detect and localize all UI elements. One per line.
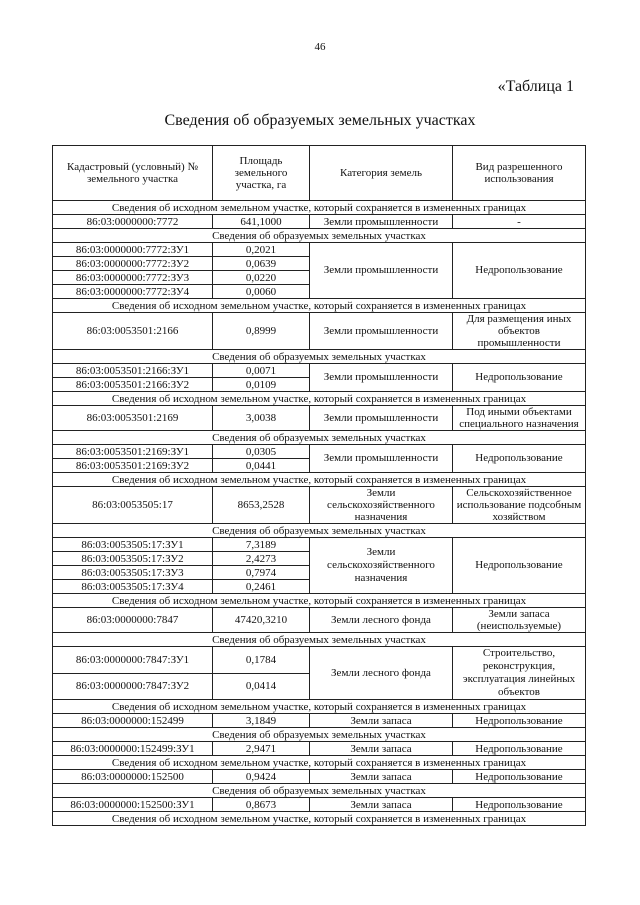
table-title: Сведения об образуемых земельных участках <box>164 112 476 129</box>
permitted-use: Под иными объектами специального назначения <box>453 406 586 431</box>
area: 3,1849 <box>213 714 310 728</box>
section-new-plots: Сведения об образуемых земельных участках <box>53 728 586 742</box>
source-plot-row <box>53 406 586 431</box>
cadastral-number: 86:03:0000000:7847:ЗУ1 <box>53 647 213 674</box>
permitted-use: Недропользование <box>453 538 586 594</box>
cadastral-number: 86:03:0053505:17 <box>53 487 213 524</box>
land-category: Земли запаса <box>310 742 453 756</box>
permitted-use: Недропользование <box>453 364 586 392</box>
area: 0,0441 <box>213 459 310 473</box>
area: 2,9471 <box>213 742 310 756</box>
new-plot-row <box>53 243 586 257</box>
permitted-use: Для размещения иных объектов промышленности <box>453 313 586 350</box>
cadastral-number: 86:03:0053501:2166:ЗУ1 <box>53 364 213 378</box>
cadastral-number: 86:03:0053505:17:ЗУ3 <box>53 566 213 580</box>
land-category: Земли запаса <box>310 770 453 784</box>
area: 0,2021 <box>213 243 310 257</box>
area: 0,0060 <box>213 285 310 299</box>
area: 0,8673 <box>213 798 310 812</box>
permitted-use: Земли запаса (неиспользуемые) <box>453 608 586 633</box>
area: 641,1000 <box>213 215 310 229</box>
land-category: Земли сельскохозяйственного назначения <box>310 487 453 524</box>
section-existing-plot: Сведения об исходном земельном участке, который сохраняется в измененных границах <box>53 201 586 215</box>
cadastral-number: 86:03:0053501:2169 <box>53 406 213 431</box>
land-category: Земли лесного фонда <box>310 647 453 700</box>
area: 0,1784 <box>213 647 310 674</box>
area: 8653,2528 <box>213 487 310 524</box>
header-permitted-use: Вид разрешенного использования <box>453 146 586 201</box>
header-cadastral-number: Кадастровый (условный) № земельного участка <box>53 146 213 201</box>
cadastral-number: 86:03:0053501:2166 <box>53 313 213 350</box>
page-number: 46 <box>314 41 326 53</box>
table-label: «Таблица 1 <box>497 78 574 95</box>
area: 0,2461 <box>213 580 310 594</box>
land-category: Земли промышленности <box>310 313 453 350</box>
cadastral-number: 86:03:0053501:2169:ЗУ1 <box>53 445 213 459</box>
permitted-use: Недропользование <box>453 445 586 473</box>
area: 0,8999 <box>213 313 310 350</box>
cadastral-number: 86:03:0000000:7772:ЗУ3 <box>53 271 213 285</box>
cadastral-number: 86:03:0000000:7772:ЗУ1 <box>53 243 213 257</box>
permitted-use: Недропользование <box>453 714 586 728</box>
land-category: Земли запаса <box>310 714 453 728</box>
section-new-plots: Сведения об образуемых земельных участках <box>53 784 586 798</box>
area: 0,0109 <box>213 378 310 392</box>
cadastral-number: 86:03:0000000:7772:ЗУ2 <box>53 257 213 271</box>
section-existing-plot: Сведения об исходном земельном участке, который сохраняется в измененных границах <box>53 594 586 608</box>
area: 3,0038 <box>213 406 310 431</box>
area: 47420,3210 <box>213 608 310 633</box>
cadastral-number: 86:03:0000000:152499:ЗУ1 <box>53 742 213 756</box>
new-plot-row <box>53 647 586 674</box>
permitted-use: Недропользование <box>453 770 586 784</box>
section-new-plots: Сведения об образуемых земельных участках <box>53 229 586 243</box>
section-existing-plot: Сведения об исходном земельном участке, который сохраняется в измененных границах <box>53 756 586 770</box>
source-plot-row <box>53 770 586 784</box>
section-new-plots: Сведения об образуемых земельных участках <box>53 633 586 647</box>
permitted-use: - <box>453 215 586 229</box>
new-plot-row <box>53 538 586 552</box>
area: 7,3189 <box>213 538 310 552</box>
source-plot-row <box>53 313 586 350</box>
section-existing-plot: Сведения об исходном земельном участке, который сохраняется в измененных границах <box>53 700 586 714</box>
land-category: Земли сельскохозяйственного назначения <box>310 538 453 594</box>
cadastral-number: 86:03:0053501:2169:ЗУ2 <box>53 459 213 473</box>
cadastral-number: 86:03:0000000:7847 <box>53 608 213 633</box>
permitted-use: Недропользование <box>453 798 586 812</box>
header-land-category: Категория земель <box>310 146 453 201</box>
cadastral-number: 86:03:0053501:2166:ЗУ2 <box>53 378 213 392</box>
area: 0,0305 <box>213 445 310 459</box>
land-category: Земли промышленности <box>310 364 453 392</box>
permitted-use: Сельскохозяйственное использование подсобным хозяйством <box>453 487 586 524</box>
new-plot-row <box>53 445 586 459</box>
section-existing-plot: Сведения об исходном земельном участке, который сохраняется в измененных границах <box>53 299 586 313</box>
section-existing-plot: Сведения об исходном земельном участке, который сохраняется в измененных границах <box>53 473 586 487</box>
section-new-plots: Сведения об образуемых земельных участках <box>53 350 586 364</box>
land-category: Земли лесного фонда <box>310 608 453 633</box>
source-plot-row <box>53 714 586 728</box>
area: 0,0639 <box>213 257 310 271</box>
header-area: Площадь земельного участка, га <box>213 146 310 201</box>
land-category: Земли промышленности <box>310 445 453 473</box>
cadastral-number: 86:03:0053505:17:ЗУ4 <box>53 580 213 594</box>
cadastral-number: 86:03:0000000:152499 <box>53 714 213 728</box>
section-existing-plot: Сведения об исходном земельном участке, который сохраняется в измененных границах <box>53 392 586 406</box>
land-category: Земли промышленности <box>310 243 453 299</box>
new-plot-row <box>53 364 586 378</box>
land-category: Земли промышленности <box>310 215 453 229</box>
section-new-plots: Сведения об образуемых земельных участках <box>53 524 586 538</box>
area: 2,4273 <box>213 552 310 566</box>
area: 0,9424 <box>213 770 310 784</box>
source-plot-row <box>53 608 586 633</box>
permitted-use: Недропользование <box>453 243 586 299</box>
area: 0,0414 <box>213 673 310 700</box>
cadastral-number: 86:03:0000000:152500:ЗУ1 <box>53 798 213 812</box>
permitted-use: Недропользование <box>453 742 586 756</box>
source-plot-row <box>53 215 586 229</box>
new-plot-row <box>53 742 586 756</box>
table-header-row <box>53 146 586 201</box>
source-plot-row <box>53 487 586 524</box>
table-body <box>53 201 586 826</box>
new-plot-row <box>53 798 586 812</box>
cadastral-number: 86:03:0053505:17:ЗУ2 <box>53 552 213 566</box>
cadastral-number: 86:03:0000000:152500 <box>53 770 213 784</box>
section-new-plots: Сведения об образуемых земельных участках <box>53 431 586 445</box>
cadastral-number: 86:03:0000000:7772 <box>53 215 213 229</box>
land-category: Земли промышленности <box>310 406 453 431</box>
cadastral-number: 86:03:0000000:7847:ЗУ2 <box>53 673 213 700</box>
area: 0,0071 <box>213 364 310 378</box>
section-existing-plot: Сведения об исходном земельном участке, который сохраняется в измененных границах <box>53 812 586 826</box>
permitted-use: Строительство, реконструкция, эксплуатация линейных объектов <box>453 647 586 700</box>
land-category: Земли запаса <box>310 798 453 812</box>
cadastral-number: 86:03:0000000:7772:ЗУ4 <box>53 285 213 299</box>
area: 0,7974 <box>213 566 310 580</box>
area: 0,0220 <box>213 271 310 285</box>
land-plots-table <box>52 145 586 826</box>
cadastral-number: 86:03:0053505:17:ЗУ1 <box>53 538 213 552</box>
